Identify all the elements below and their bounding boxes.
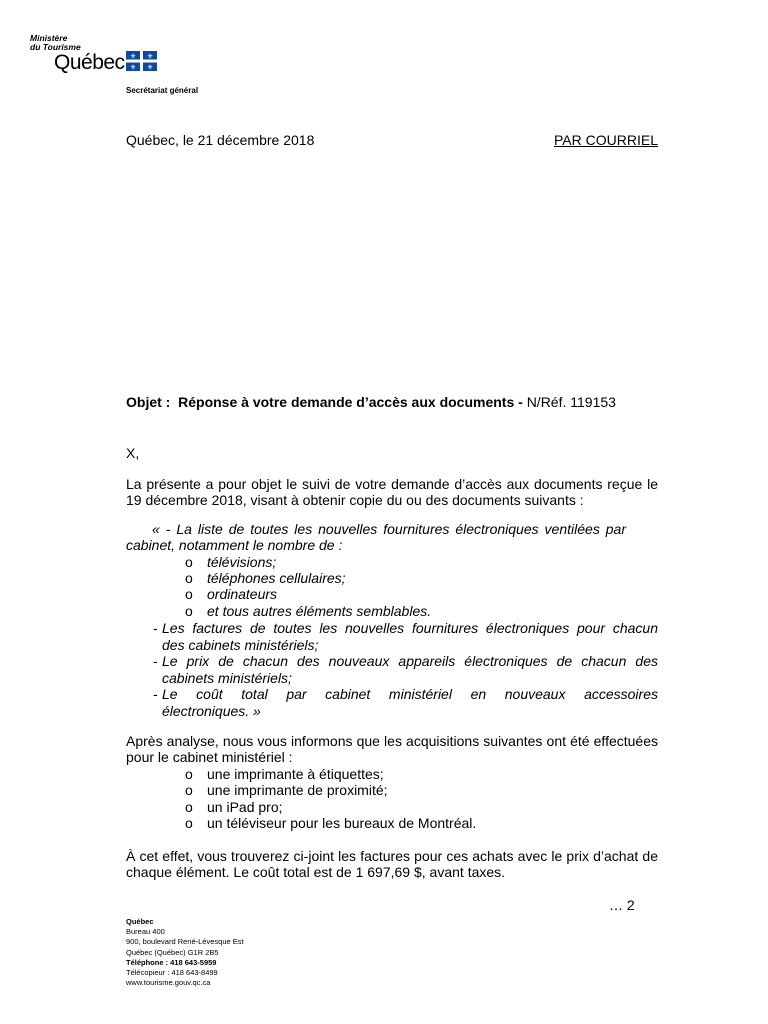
- dash-marker: -: [153, 686, 158, 702]
- delivery-method: PAR COURRIEL: [554, 132, 658, 148]
- quote-line2: cabinet, notamment le nombre de :: [126, 537, 343, 553]
- bullet-marker: o: [185, 586, 193, 602]
- quote-bullet-text: ordinateurs: [207, 586, 278, 602]
- footer-fax: Télécopieur : 418 643-8499: [126, 968, 218, 978]
- svg-text:⚜: ⚜: [146, 52, 154, 61]
- footer-phone: Téléphone : 418 643-5959: [126, 957, 217, 967]
- quote-item-line1: Les factures de toutes les nouvelles fournitures électroniques pour chacun: [162, 620, 658, 636]
- subject-reference: N/Réf. 119153: [526, 394, 616, 410]
- page-continuation: … 2: [609, 897, 635, 913]
- intro-line1: La présente a pour objet le suivi de votre demande d’accès aux documents reçue le: [126, 476, 658, 492]
- bullet-marker: o: [185, 603, 193, 619]
- quote-bullet-text: télévisions;: [207, 554, 277, 570]
- closing-line1: À cet effet, vous trouverez ci-joint les factures pour ces achats avec le prix d’achat de: [126, 848, 658, 864]
- quote-bullet-text: téléphones cellulaires;: [207, 570, 346, 586]
- quote-item-line2: cabinets ministériels;: [162, 669, 292, 686]
- quebec-wordmark: Québec: [54, 51, 125, 74]
- dash-marker: -: [153, 620, 158, 636]
- bullet-marker: o: [185, 554, 193, 570]
- footer-address: [126, 917, 244, 988]
- bullet-marker: o: [185, 782, 193, 798]
- bullet-marker: o: [185, 815, 193, 831]
- salutation: X,: [126, 445, 140, 461]
- svg-text:⚜: ⚜: [146, 63, 154, 71]
- acquisition-text: une imprimante de proximité;: [207, 782, 388, 798]
- acquisition-text: un iPad pro;: [207, 799, 283, 815]
- dash-marker: -: [153, 653, 158, 669]
- secretariat-label: Secrétariat général: [126, 86, 199, 95]
- quote-item-line2: des cabinets ministériels;: [162, 636, 319, 653]
- intro-line2: 19 décembre 2018, visant à obtenir copie du ou des documents suivants :: [126, 492, 584, 508]
- svg-text:⚜: ⚜: [129, 63, 137, 71]
- footer-name: Québec: [126, 917, 154, 926]
- bullet-marker: o: [185, 570, 193, 586]
- quote-item-line1: Le prix de chacun des nouveaux appareils électroniques de chacun des: [162, 653, 658, 669]
- ministry-logo: [30, 33, 154, 74]
- closing-line2: chaque élément. Le coût total est de 1 697,69 $, avant taxes.: [126, 864, 506, 880]
- acquisition-text: un téléviseur pour les bureaux de Montréal.: [207, 815, 477, 831]
- footer-street: 900, boulevard René-Lévesque Est: [126, 937, 244, 947]
- subject-line: [126, 394, 616, 411]
- quebec-flag-icon: [126, 51, 157, 71]
- ministry-name: [30, 34, 81, 52]
- quote-line1: « - La liste de toutes les nouvelles fournitures électroniques ventilées par: [152, 521, 626, 537]
- acquisition-text: une imprimante à étiquettes;: [207, 766, 384, 782]
- ministry-line2: du Tourisme: [30, 42, 81, 52]
- analysis-line1: Après analyse, nous vous informons que les acquisitions suivantes ont été effectuées: [126, 733, 658, 749]
- subject-label: Objet :: [126, 394, 171, 410]
- quote-item-line2: électroniques. »: [162, 702, 261, 719]
- bullet-marker: o: [185, 766, 193, 782]
- quote-bullet-text: et tous autres éléments semblables.: [207, 603, 432, 619]
- analysis-line2: pour le cabinet ministériel :: [126, 749, 293, 765]
- footer-city: Québec (Québec) G1R 2B5: [126, 947, 219, 957]
- bullet-marker: o: [185, 799, 193, 815]
- letter-date: Québec, le 21 décembre 2018: [126, 132, 315, 148]
- svg-text:⚜: ⚜: [129, 52, 137, 61]
- footer-website[interactable]: www.tourisme.gouv.qc.ca: [126, 978, 211, 988]
- footer-office: Bureau 400: [126, 927, 165, 937]
- subject-text: Réponse à votre demande d’accès aux documents -: [178, 394, 523, 410]
- quote-item-line1: Le coût total par cabinet ministériel en nouveaux accessoires: [162, 686, 658, 702]
- ministry-line1: Ministère: [30, 33, 68, 43]
